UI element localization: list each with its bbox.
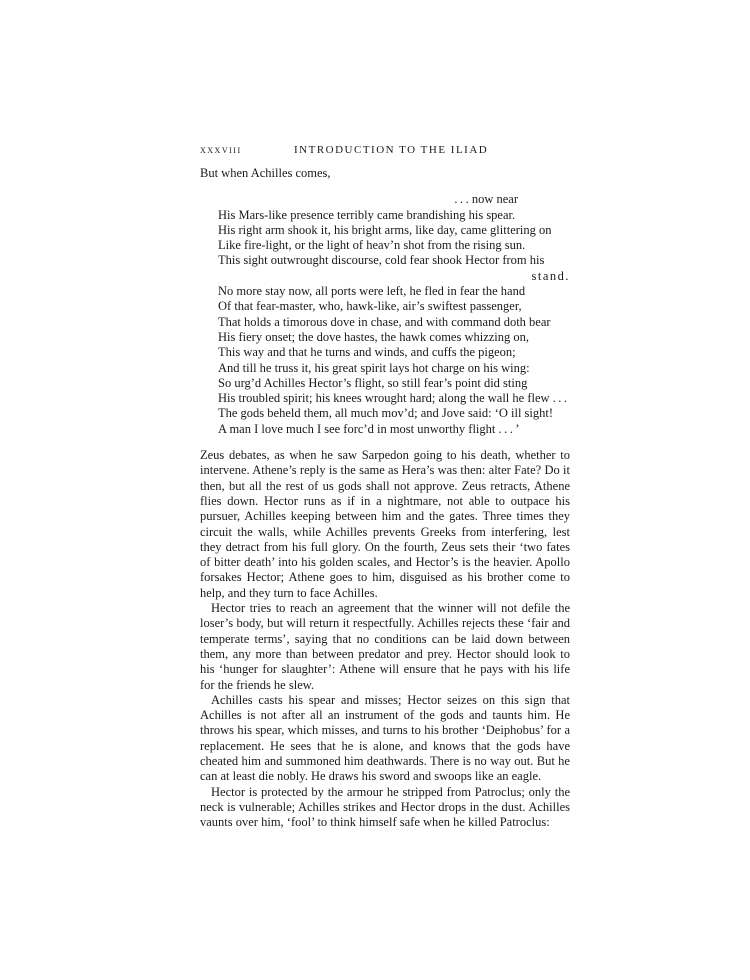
book-page: [200, 140, 570, 830]
lead-in-text: But when Achilles comes,: [200, 166, 331, 180]
paragraph: Achilles casts his spear and misses; Hector seizes on this sign that Achilles is not after all an instrument of the gods and taunts him. He throws his spear, which misses, and turns to his brother ‘Deiphobus’ for a replacement. He sees that he is alone, and knows that the gods have cheated him and summoned him deathwards. There is no way out. But he can at least die nobly. He draws his sword and swoops like an eagle.: [200, 692, 570, 784]
verse-line: The gods beheld them, all much mov’d; and Jove said: ‘O ill sight!: [218, 406, 554, 421]
verse-line-turnover: stand.: [531, 268, 570, 283]
body-text: [200, 448, 570, 830]
verse-line: . . . now near: [451, 192, 518, 207]
verse-line: So urg’d Achilles Hector’s flight, so still fear’s point did sting: [218, 375, 528, 390]
running-title: INTRODUCTION TO THE ILIAD: [294, 144, 489, 156]
verse-line: His troubled spirit; his knees wrought hard; along the wall he flew . . .: [218, 391, 568, 406]
verse-line: And till he truss it, his great spirit lays hot charge on his wing:: [218, 360, 530, 375]
running-head: [200, 140, 570, 158]
verse-line: That holds a timorous dove in chase, and with command doth bear: [218, 314, 551, 329]
paragraph: Hector tries to reach an agreement that the winner will not defile the loser’s body, but will return it respectfully. Achilles rejects these ‘fair and temperate terms’, saying that no conditions can be laid down between them, any more than between predator and prey. Hector should look to his ‘hunger for slaughter’: Athene will ensure that he pays with his life for the friends he slew.: [200, 601, 570, 692]
verse-line: Of that fear-master, who, hawk-like, air’s swiftest passenger,: [218, 299, 522, 314]
page-number: xxxviii: [200, 144, 242, 156]
verse-line: This sight outwrought discourse, cold fear shook Hector from his: [218, 253, 545, 268]
verse-line: His Mars-like presence terribly came brandishing his spear.: [218, 207, 516, 222]
verse-line: His fiery onset; the dove hastes, the hawk comes whizzing on,: [218, 329, 530, 344]
verse-line: His right arm shook it, his bright arms, like day, came glittering on: [218, 222, 552, 237]
paragraph: Hector is protected by the armour he stripped from Patroclus; only the neck is vulnerable; Achilles strikes and Hector drops in the dust. Achilles vaunts over him, ‘fool’ to think himself safe when he killed Patroclus:: [200, 784, 570, 830]
verse-line: No more stay now, all ports were left, he fled in fear the hand: [218, 284, 526, 299]
verse-line: Like fire-light, or the light of heav’n shot from the rising sun.: [218, 238, 526, 253]
verse-line: This way and that he turns and winds, and cuffs the pigeon;: [218, 345, 516, 360]
paragraph: Zeus debates, as when he saw Sarpedon going to his death, whether to intervene. Athene’s reply is the same as Hera’s was then: alter Fate? Do it then, but all the rest of us gods shall not approve. Zeus retracts, Athene flies down. Hector runs as if in a nightmare, not able to outpace his pursuer, Achilles keeping between him and the gates. Three times they circuit the walls, while Achilles prevents Greeks from interfering, lest they detract from his full glory. On the fourth, Zeus sets their ‘two fates of bitter death’ into his golden scales, and Hector’s is the heavier. Apollo forsakes Hector; Athene goes to him, disguised as his brother come to help, and they turn to face Achilles.: [200, 448, 570, 600]
verse-line: A man I love much I see forc’d in most unworthy flight . . . ’: [218, 421, 520, 436]
verse-quotation: [218, 192, 570, 437]
